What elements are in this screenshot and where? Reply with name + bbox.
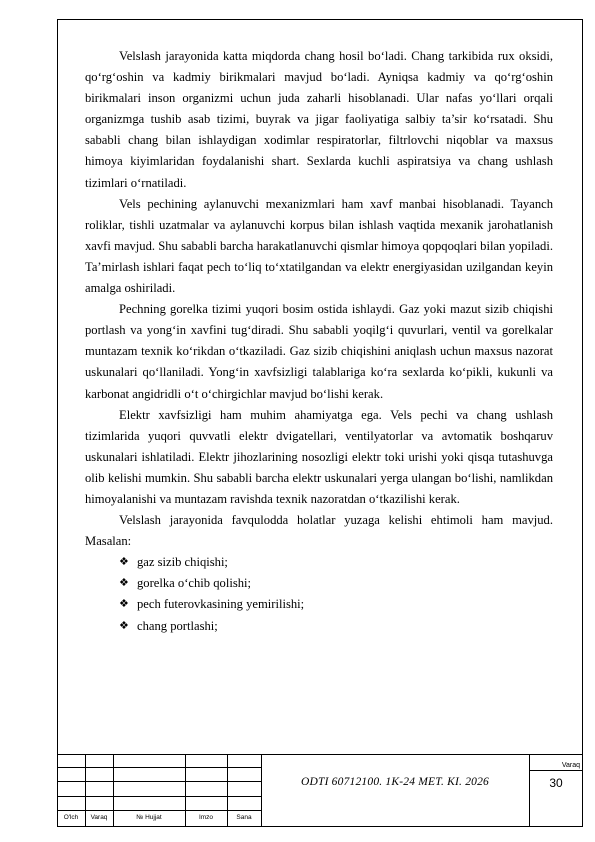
diamond-bullet-icon: ❖ bbox=[119, 577, 129, 590]
document-code: ODTI 60712100. 1K-24 MET. KI. 2026 bbox=[300, 776, 490, 788]
diamond-bullet-icon: ❖ bbox=[119, 619, 129, 632]
stamp-row-line bbox=[57, 796, 261, 797]
paragraph-emergency-intro: Velslash jarayonida favqulodda holatlar yuzaga kelishi ehtimoli ham mavjud. Masalan: bbox=[85, 513, 553, 549]
paragraph-electrical-safety: Elektr xavfsizligi ham muhim ahamiyatga ega. Vels pechi va chang ushlash tizimlarida yuqori quvvatli elektr dvigatellari, ventilyatorlar va avtomatik boshqaruv uskunalari ishlatiladi. Elektr jihozlarining nosozligi elektr toki urishi yoki qisqa tutashuvga olib kelishi mumkin. Shu sababli barcha elektr uskunalari yerga ulangan bo‘lishi, namlikdan himoyalanishi va muntazam ravishda texnik nazoratdan o‘tkazilishi kerak. bbox=[85, 407, 553, 506]
list-item: ❖ gorelka o‘chib qolishi; bbox=[85, 573, 553, 594]
list-item: ❖ gaz sizib chiqishi; bbox=[85, 552, 553, 573]
list-item: ❖ pech futerovkasining yemirilishi; bbox=[85, 594, 553, 615]
list-item: ❖ chang portlashi; bbox=[85, 616, 553, 637]
stamp-row-line bbox=[57, 781, 261, 782]
stamp-label-sana: Sana bbox=[236, 814, 252, 821]
stamp-label-hujjat: № Hujjat bbox=[136, 814, 162, 821]
diamond-bullet-icon: ❖ bbox=[119, 598, 129, 611]
title-block-stamp bbox=[57, 754, 583, 827]
stamp-label-imzo: Imzo bbox=[198, 814, 214, 821]
paragraph-dust-hazard: Velslash jarayonida katta miqdorda chang hosil bo‘ladi. Chang tarkibida rux oksidi, qo‘rg‘oshin va kadmiy birikmalari mavjud bo‘ladi. Ayniqsa kadmiy va qo‘rg‘oshin birikmalari inson organizmi uchun juda zaharli hisoblanadi. Ular nafas yo‘llari orqali organizmga tushib asab tizimi, buyrak va jigar faoliyatiga salbiy ta’sir ko‘rsatadi. Shu sababli chang bilan ishlaydigan xodimlar respiratorlar, filtrlovchi niqoblar va maxsus himoya kiyimlaridan foydalanishi shart. Sexlarda kuchli aspiratsiya va chang ushlash tizimlari o‘rnatiladi. bbox=[85, 49, 553, 190]
stamp-col-line bbox=[261, 754, 262, 827]
stamp-label-olch: O'lch bbox=[63, 814, 79, 821]
diamond-bullet-icon: ❖ bbox=[119, 556, 129, 569]
stamp-sheet-line bbox=[529, 770, 583, 771]
stamp-row-line bbox=[57, 767, 261, 768]
stamp-top-border bbox=[57, 754, 583, 755]
paragraph-mechanical-hazard: Vels pechining aylanuvchi mexanizmlari ham xavf manbai hisoblanadi. Tayanch roliklar, tishli uzatmalar va aylanuvchi korpus bilan ishlash vaqtida mexanik jarohatlanish xavfi mavjud. Shu sababli barcha harakatlanuvchi qismlar himoya qopqoqlari bilan yopiladi. Ta’mirlash ishlari faqat pech to‘liq to‘xtatilgandan va elektr energiyasidan uzilgandan keyin amalga oshiriladi. bbox=[85, 196, 553, 296]
paragraph-burner-hazard: Pechning gorelka tizimi yuqori bosim ostida ishlaydi. Gaz yoki mazut sizib chiqishi portlash va yong‘in xavfini tug‘diradi. Shu sababli yoqilg‘i quvurlari, ventil va gorelkalar muntazam texnik ko‘rikdan o‘tkaziladi. Gaz sizib chiqishini aniqlash uchun maxsus nazorat uskunalari qo‘llaniladi. Yong‘in xavfsizligi talablariga ko‘ra sexlarda ko‘pikli, kukunli va karbonat angidridli o‘t o‘chirgichlar mavjud bo‘lishi kerak. bbox=[85, 302, 553, 401]
stamp-row-line bbox=[57, 810, 261, 811]
stamp-label-varaq: Varaq bbox=[90, 814, 108, 821]
emergency-list bbox=[85, 552, 553, 636]
sheet-label: Varaq bbox=[561, 762, 580, 769]
document-body bbox=[85, 46, 553, 637]
page-number: 30 bbox=[549, 776, 563, 790]
